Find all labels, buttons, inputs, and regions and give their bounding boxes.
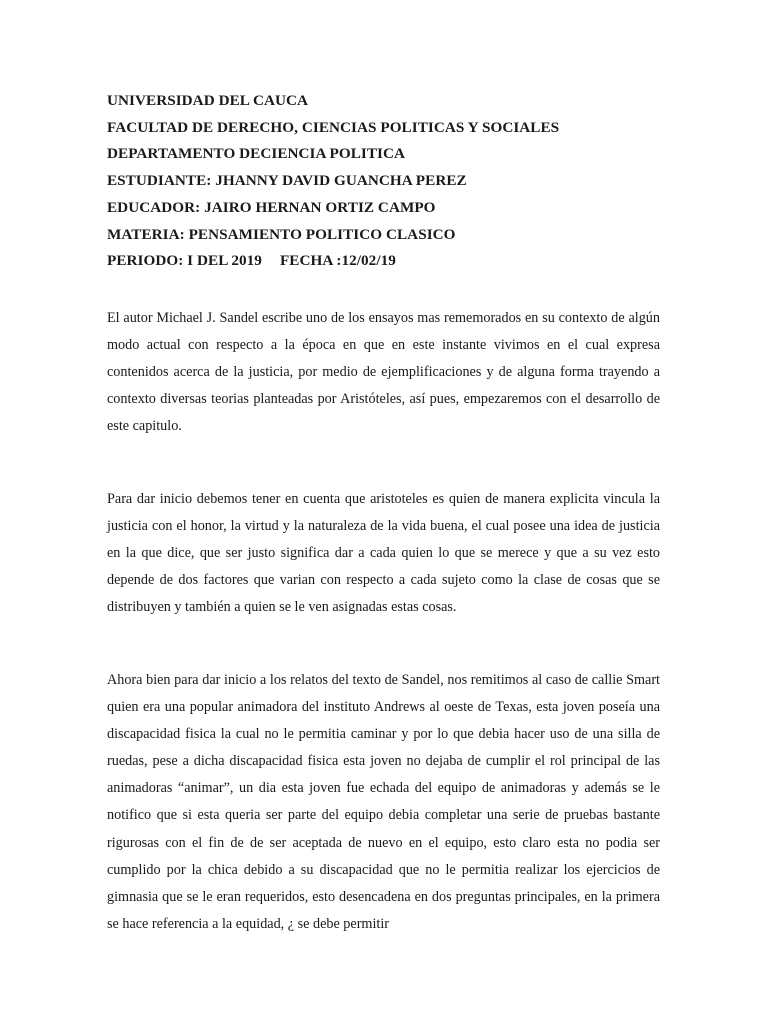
educator-line: EDUCADOR: JAIRO HERNAN ORTIZ CAMPO bbox=[107, 198, 436, 216]
period-text: PERIODO: I DEL 2019 bbox=[107, 252, 262, 270]
paragraph-callie-smart: Ahora bien para dar inicio a los relatos del texto de Sandel, nos remitimos al caso de callie Smart quien era una popular animadora del instituto Andrews al oeste de Texas, esta joven poseía una discapacidad fisica la cual no le permitia caminar y por lo que debia hacer uso de una silla de ruedas, pese a dicha discapacidad fisica esta joven no dejaba de cumplir el rol principal de las animadoras “animar”, un dia esta joven fue echada del equipo de animadoras y además se le notifico que si esta queria ser parte del equipo debia completar una serie de pruebas bastante rigurosas con el fin de de ser aceptada de nuevo en el equipo, esto claro esta no podia ser cumplido por la chica debido a su discapacidad que no le permitia realizar los ejercicios de gimnasia que se le eran requeridos, esto desencadena en dos preguntas principales, en la primera se hace referencia a la equidad, ¿ se debe permitir bbox=[107, 672, 660, 932]
department-line: DEPARTAMENTO DECIENCIA POLITICA bbox=[107, 145, 406, 163]
subject-line: MATERIA: PENSAMIENTO POLITICO CLASICO bbox=[107, 225, 456, 243]
date-text: FECHA :12/02/19 bbox=[279, 252, 396, 270]
faculty-line: FACULTAD DE DERECHO, CIENCIAS POLITICAS Y SOCIALES bbox=[107, 118, 560, 136]
paragraph-aristotle: Para dar inicio debemos tener en cuenta que aristoteles es quien de manera explicita vincula la justicia con el honor, la virtud y la naturaleza de la vida buena, el cual posee una idea de justicia en la que dice, que ser justo significa dar a cada quien lo que se merece y que a su vez esto depende de dos factores que varian con respecto a cada sujeto como la clase de cosas que se distribuyen y también a quien se le ven asignadas estas cosas. bbox=[107, 491, 660, 616]
student-line: ESTUDIANTE: JHANNY DAVID GUANCHA PEREZ bbox=[107, 172, 467, 190]
document-header bbox=[107, 88, 667, 275]
university-line: UNIVERSIDAD DEL CAUCA bbox=[107, 92, 309, 109]
period-date-line bbox=[107, 248, 667, 275]
paragraph-intro: El autor Michael J. Sandel escribe uno de los ensayos mas rememorados en su contexto de algún modo actual con respecto a la época en que en este instante vivimos en el cual expresa contenidos acerca de la justicia, por medio de ejemplificaciones y de alguna forma trayendo a contexto diversas teorias planteadas por Aristóteles, así pues, empezaremos con el desarrollo de este capitulo. bbox=[107, 310, 660, 435]
